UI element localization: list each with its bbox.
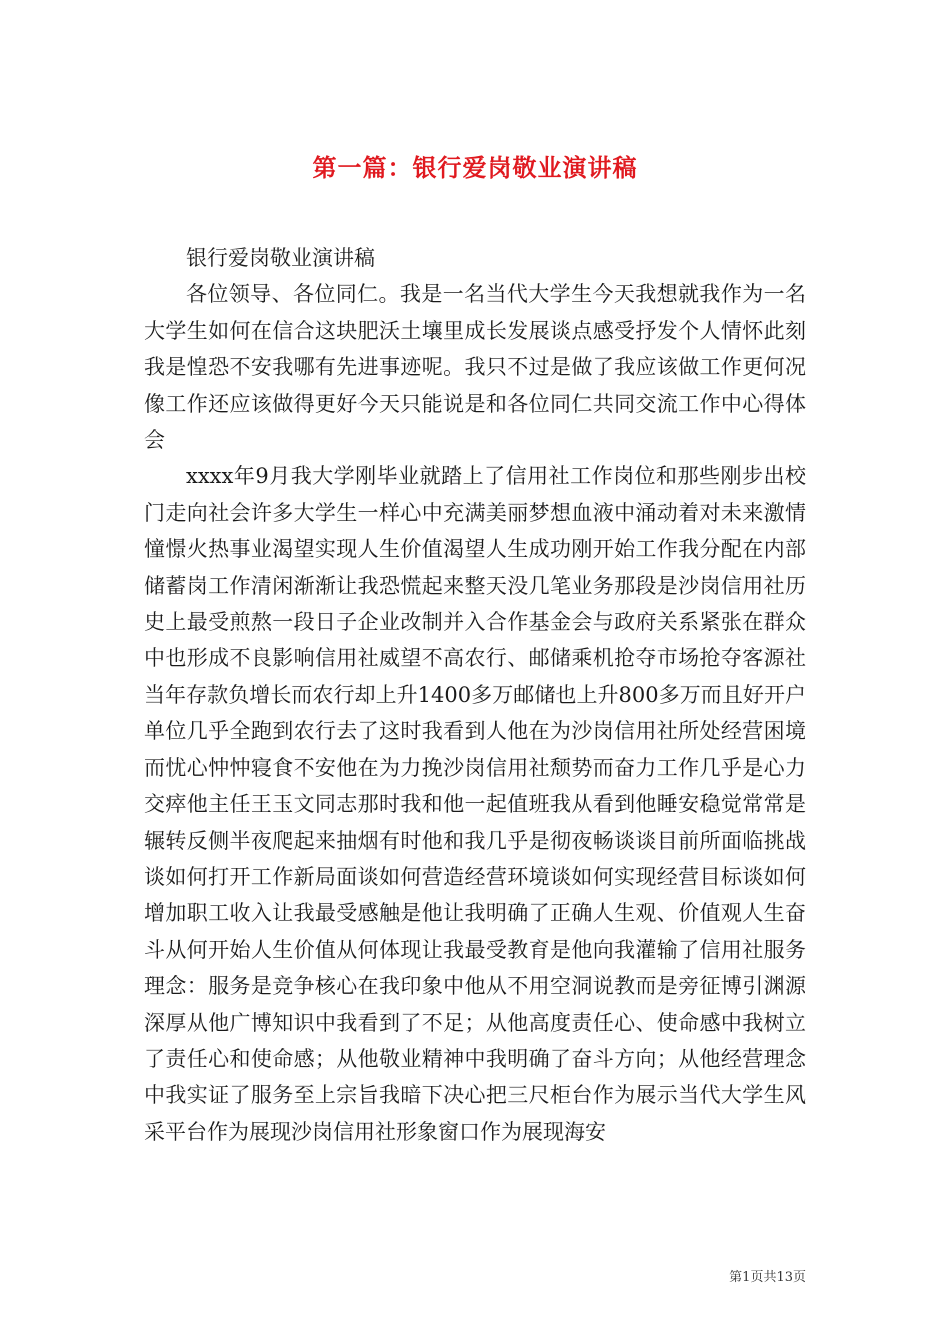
document-title: 第一篇：银行爱岗敬业演讲稿: [312, 153, 638, 183]
page-number-footer: 第1页共13页: [729, 1270, 806, 1285]
paragraph-opening: 各位领导、各位同仁。我是一名当代大学生今天我想就我作为一名大学生如何在信合这块肥沃土壤里成长发展谈点感受抒发个人情怀此刻我是惶恐不安我哪有先进事迹呢。我只不过是做了我应该做工作更何况像工作还应该做得更好今天只能说是和各位同仁共同交流工作中心得体会: [144, 282, 806, 453]
speech-heading: 银行爱岗敬业演讲稿: [186, 246, 375, 270]
document-body: [144, 240, 806, 1150]
paragraph-story: xxxx年9月我大学刚毕业就踏上了信用社工作岗位和那些刚步出校门走向社会许多大学生一样心中充满美丽梦想血液中涌动着对未来激情憧憬火热事业渴望实现人生价值渴望人生成功刚开始工作我分配在内部储蓄岗工作清闲渐渐让我恐慌起来整天没几笔业务那段是沙岗信用社历史上最受煎熬一段日子企业改制并入合作基金会与政府关系紧张在群众中也形成不良影响信用社威望不高农行、邮储乘机抢夺市场抢夺客源社当年存款负增长而农行却上升1400多万邮储也上升800多万而且好开户单位几乎全跑到农行去了这时我看到人他在为沙岗信用社所处经营困境而忧心忡忡寝食不安他在为力挽沙岗信用社颓势而奋力工作几乎是心力交瘁他主任王玉文同志那时我和他一起值班我从看到他睡安稳觉常常是辗转反侧半夜爬起来抽烟有时他和我几乎是彻夜畅谈谈目前所面临挑战谈如何打开工作新局面谈如何营造经营环境谈如何实现经营目标谈如何增加职工收入让我最受感触是他让我明确了正确人生观、价值观人生奋斗从何开始人生价值从何体现让我最受教育是他向我灌输了信用社服务理念：服务是竞争核心在我印象中他从不用空洞说教而是旁征博引渊源深厚从他广博知识中我看到了不足；从他高度责任心、使命感中我树立了责任心和使命感；从他敬业精神中我明确了奋斗方向；从他经营理念中我实证了服务至上宗旨我暗下决心把三尺柜台作为展示当代大学生风采平台作为展现沙岗信用社形象窗口作为展现海安: [144, 464, 806, 1144]
